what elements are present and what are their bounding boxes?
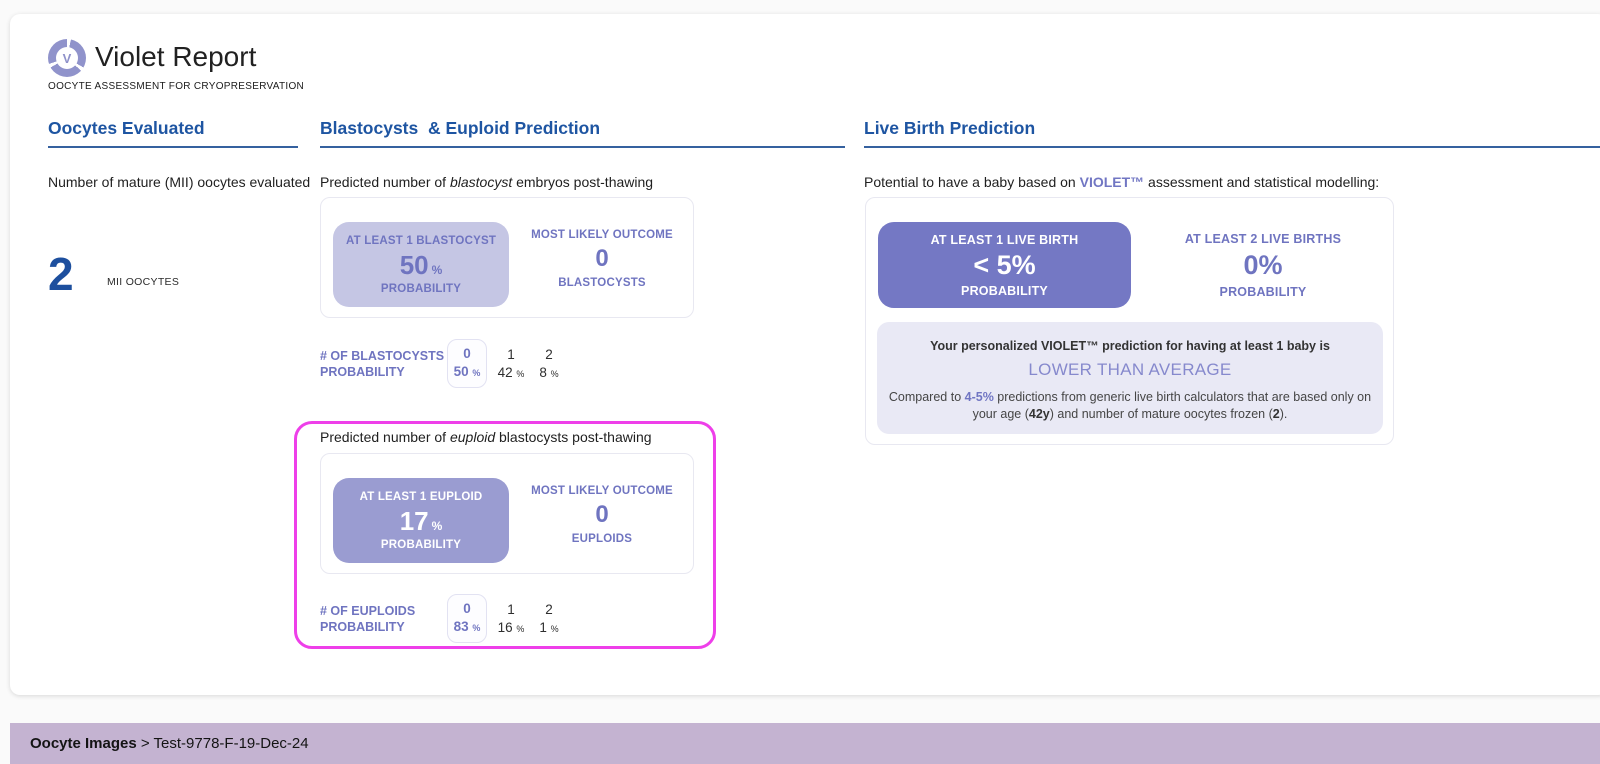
rule-oocytes (48, 146, 298, 148)
euploid-desc-italic: euploid (449, 429, 496, 445)
breadcrumb-section: Oocyte Images (30, 735, 137, 752)
heading-blastocysts-euploid: Blastocysts & Euploid Prediction (320, 118, 601, 138)
live-birth-secondary-value: 0% (1243, 249, 1283, 280)
euploid-col-2 (529, 601, 569, 638)
blastocyst-probability-label: AT LEAST 1 BLASTOCYST (345, 234, 497, 247)
live-birth-secondary-sub: PROBABILITY (1219, 284, 1307, 299)
euploid-probability-label: AT LEAST 1 EUPLOID (359, 490, 483, 503)
blastocyst-col-1-pct (498, 364, 525, 383)
euploid-col-2-count: 2 (545, 602, 553, 617)
note-verdict: LOWER THAN AVERAGE (1028, 360, 1232, 379)
blastocyst-col-0 (447, 339, 487, 388)
note-body-3: ) and number of mature oocytes frozen ( (1049, 407, 1273, 421)
live-birth-secondary-label: AT LEAST 2 LIVE BIRTHS (1184, 231, 1342, 246)
blastocyst-description (320, 174, 653, 190)
euploid-col-0 (447, 594, 487, 643)
euploid-desc-prefix: Predicted number of (320, 429, 450, 445)
live-birth-probability-box (878, 222, 1131, 308)
euploid-probability-sub: PROBABILITY (380, 538, 462, 551)
blastocyst-outcome-label: MOST LIKELY OUTCOME (531, 228, 673, 241)
blastocyst-outcome-value: 0 (595, 244, 609, 272)
euploid-desc-suffix: blastocysts post-thawing (495, 429, 652, 445)
blastocyst-col-1-count: 1 (507, 347, 515, 362)
rule-blastocysts (320, 146, 845, 148)
euploid-col-1 (491, 601, 531, 638)
euploid-outcome-sub: EUPLOIDS (571, 532, 633, 545)
mii-oocyte-count: 2 (48, 248, 74, 300)
blastocyst-desc-suffix: embryos post-thawing (512, 174, 654, 190)
blastocyst-table-label-line1: # OF BLASTOCYSTS (320, 349, 445, 363)
note-age: 42y (1028, 407, 1050, 421)
euploid-col-1-pct-unit: % (516, 624, 525, 634)
blastocyst-probability-number: 50 (399, 249, 429, 280)
euploid-probability-value (399, 505, 443, 536)
rule-live-birth (864, 146, 1600, 148)
oocytes-description: Number of mature (MII) oocytes evaluated (48, 174, 311, 190)
breadcrumb-test-id: > Test-9778-F-19-Dec-24 (136, 735, 309, 752)
note-oocyte-count: 2 (1272, 407, 1280, 421)
blastocyst-probability-unit: % (431, 262, 443, 277)
oocyte-images-section-bar[interactable] (10, 723, 1600, 764)
euploid-probability-number: 17 (399, 505, 429, 536)
euploid-col-2-pct-number: 1 (539, 620, 547, 635)
live-birth-secondary-col (1131, 220, 1395, 310)
note-body-2: predictions from generic live birth calculators that are based only on your age ( (972, 390, 1372, 421)
euploid-probability-box (333, 478, 509, 563)
blastocyst-probability-box (333, 222, 509, 307)
live-birth-desc-suffix: assessment and statistical modelling: (1144, 174, 1380, 190)
euploid-col-0-pct-unit: % (472, 623, 481, 633)
blastocyst-col-2-pct-unit: % (550, 369, 559, 379)
blastocyst-col-0-pct (454, 363, 481, 382)
euploid-outcome-col (509, 454, 695, 575)
blastocyst-probability-value (399, 249, 443, 280)
euploid-col-1-pct (498, 619, 525, 638)
blastocyst-table-label-line2: PROBABILITY (320, 365, 405, 379)
note-body-1: Compared to (888, 390, 965, 404)
blastocyst-col-1 (491, 346, 531, 383)
blastocyst-desc-italic: blastocyst (449, 174, 513, 190)
blastocyst-prediction-card (320, 197, 694, 318)
page-title: Violet Report (95, 41, 257, 72)
heading-oocytes-evaluated: Oocytes Evaluated (48, 118, 205, 138)
euploid-description (320, 429, 652, 445)
euploid-col-2-pct (539, 619, 558, 638)
blastocyst-table-label (320, 348, 444, 380)
live-birth-probability-label: AT LEAST 1 LIVE BIRTH (930, 232, 1079, 247)
euploid-col-0-pct-number: 83 (453, 619, 469, 634)
mii-oocyte-count-label: MII OOCYTES (107, 276, 180, 288)
heading-live-birth: Live Birth Prediction (864, 118, 1036, 138)
euploid-table-label-line1: # OF EUPLOIDS (320, 604, 416, 618)
blastocyst-col-1-pct-unit: % (516, 369, 525, 379)
blastocyst-col-2-pct-number: 8 (539, 365, 547, 380)
blastocyst-col-0-count: 0 (463, 346, 471, 361)
blastocyst-col-0-pct-number: 50 (453, 364, 469, 379)
blastocyst-outcome-sub: BLASTOCYSTS (558, 276, 646, 289)
violet-logo-icon (48, 39, 86, 77)
euploid-outcome-value: 0 (595, 500, 609, 528)
note-title: Your personalized VIOLET™ prediction for having at least 1 baby is (930, 339, 1330, 353)
live-birth-desc-brand: VIOLET™ (1079, 174, 1145, 190)
blastocyst-col-0-pct-unit: % (472, 368, 481, 378)
page-subtitle: OOCYTE ASSESSMENT FOR CRYOPRESERVATION (48, 81, 305, 92)
euploid-col-0-pct (454, 618, 481, 637)
note-body (887, 389, 1373, 423)
live-birth-desc-prefix: Potential to have a baby based on (864, 174, 1080, 190)
live-birth-description (864, 174, 1379, 190)
euploid-prediction-card (320, 453, 694, 574)
blastocyst-probability-sub: PROBABILITY (380, 282, 462, 295)
euploid-probability-unit: % (431, 518, 443, 533)
euploid-outcome-label: MOST LIKELY OUTCOME (531, 484, 673, 497)
euploid-table-label (320, 603, 415, 635)
euploid-col-1-count: 1 (507, 602, 515, 617)
euploid-col-1-pct-number: 16 (497, 620, 513, 635)
euploid-table-label-line2: PROBABILITY (320, 620, 405, 634)
blastocyst-col-2-count: 2 (545, 347, 553, 362)
euploid-col-0-count: 0 (463, 601, 471, 616)
live-birth-probability-value: < 5% (973, 249, 1036, 280)
blastocyst-col-1-pct-number: 42 (497, 365, 513, 380)
note-body-4: ). (1279, 407, 1288, 421)
violet-logo-letter: V (56, 47, 78, 69)
live-birth-note-box (877, 322, 1383, 434)
blastocyst-col-2 (529, 346, 569, 383)
blastocyst-col-2-pct (539, 364, 558, 383)
live-birth-probability-sub: PROBABILITY (961, 283, 1048, 298)
euploid-col-2-pct-unit: % (550, 624, 559, 634)
blastocyst-desc-prefix: Predicted number of (320, 174, 450, 190)
blastocyst-outcome-col (509, 198, 695, 319)
note-pct-range: 4-5% (964, 390, 994, 404)
